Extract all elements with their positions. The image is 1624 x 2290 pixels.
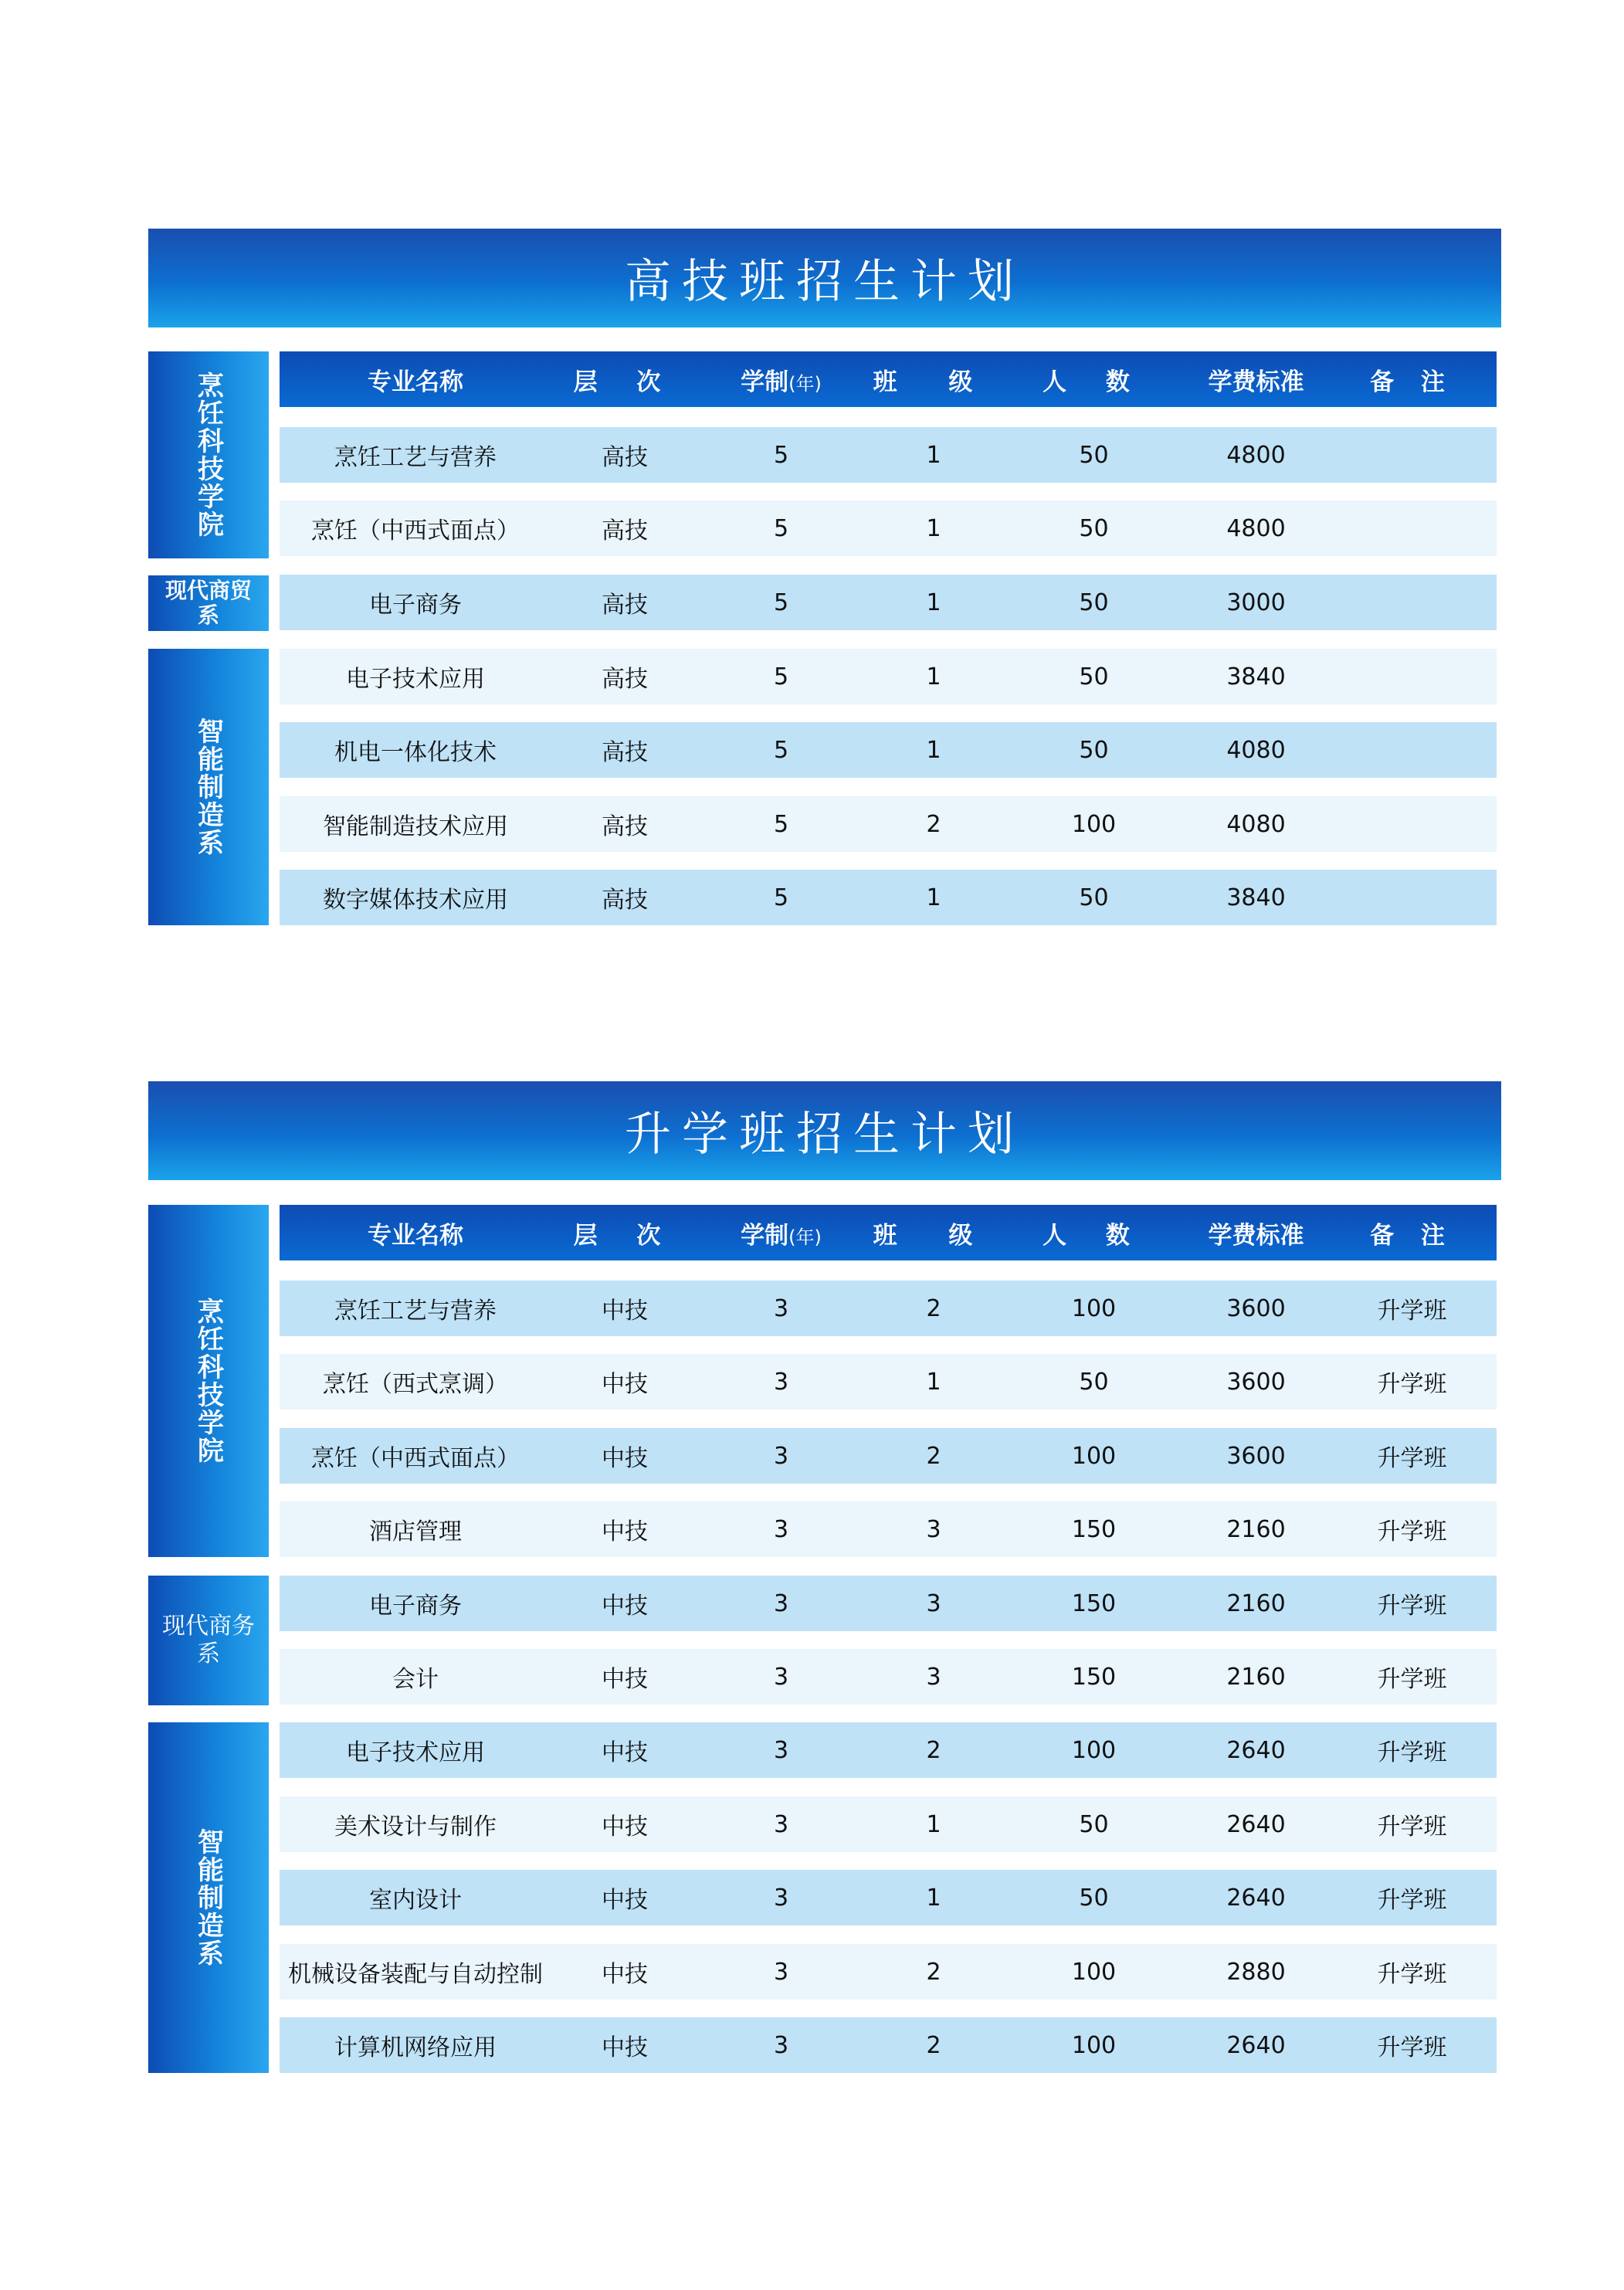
cell-remarks: 升学班	[1377, 1298, 1447, 1325]
cell-duration: 3	[773, 1884, 789, 1912]
cell-tuition: 2160	[1226, 1515, 1286, 1543]
table-row	[280, 870, 1497, 925]
dept-smart-manufacturing	[148, 1722, 269, 2073]
header-level: 层 次	[573, 1221, 676, 1250]
cell-remarks: 升学班	[1377, 1518, 1447, 1545]
cell-classes: 1	[926, 514, 941, 542]
cell-duration: 5	[773, 441, 789, 469]
cell-level: 中技	[602, 1666, 648, 1693]
dept-modern-business	[148, 1576, 269, 1705]
table-row	[280, 1870, 1497, 1925]
cell-major: 智能制造技术应用	[323, 813, 508, 840]
cell-level: 高技	[602, 887, 648, 914]
cell-duration: 3	[773, 1810, 789, 1838]
cell-remarks: 升学班	[1377, 1961, 1447, 1988]
cell-students: 150	[1071, 1515, 1117, 1543]
dept-name: 烹饪科技学院	[192, 1298, 224, 1464]
dept-name: 智能制造系	[192, 1828, 224, 1967]
cell-duration: 5	[773, 589, 789, 616]
cell-major: 烹饪（西式烹调）	[323, 1371, 508, 1398]
cell-major: 机械设备装配与自动控制	[288, 1961, 543, 1988]
cell-level: 中技	[602, 1371, 648, 1398]
cell-duration: 5	[773, 663, 789, 690]
cell-duration: 3	[773, 1442, 789, 1470]
header-classes: 班 级	[873, 368, 995, 396]
cell-tuition: 2160	[1226, 1663, 1286, 1691]
cell-students: 50	[1079, 441, 1109, 469]
table-row	[280, 427, 1497, 483]
cell-level: 高技	[602, 739, 648, 766]
cell-tuition: 3600	[1226, 1442, 1286, 1470]
cell-classes: 1	[926, 663, 941, 690]
cell-major: 电子商务	[369, 592, 462, 619]
cell-students: 50	[1079, 1810, 1109, 1838]
cell-classes: 1	[926, 884, 941, 911]
table-row	[280, 722, 1497, 778]
section1-banner	[148, 229, 1501, 327]
table-row	[280, 1428, 1497, 1484]
cell-major: 美术设计与制作	[334, 1813, 497, 1840]
header-major: 专业名称	[368, 1221, 463, 1250]
cell-tuition: 4080	[1226, 736, 1286, 764]
cell-students: 150	[1071, 1589, 1117, 1617]
cell-tuition: 2160	[1226, 1589, 1286, 1617]
cell-level: 中技	[602, 1887, 648, 1914]
cell-students: 100	[1071, 810, 1117, 838]
cell-duration: 3	[773, 1958, 789, 1986]
cell-major: 数字媒体技术应用	[323, 887, 508, 914]
cell-tuition: 3840	[1226, 663, 1286, 690]
cell-classes: 2	[926, 1958, 941, 1986]
cell-major: 烹饪（中西式面点）	[311, 517, 520, 545]
cell-classes: 3	[926, 1589, 941, 1617]
table-row	[280, 1796, 1497, 1852]
cell-major: 机电一体化技术	[334, 739, 497, 766]
cell-level: 中技	[602, 2034, 648, 2061]
cell-major: 酒店管理	[369, 1518, 462, 1545]
cell-duration: 3	[773, 1736, 789, 1764]
cell-remarks: 升学班	[1377, 1739, 1447, 1766]
cell-remarks: 升学班	[1377, 1371, 1447, 1398]
cell-level: 中技	[602, 1961, 648, 1988]
table-header	[280, 1205, 1497, 1260]
header-remarks: 备 注	[1370, 1221, 1454, 1250]
cell-tuition: 3000	[1226, 589, 1286, 616]
table-row	[280, 1501, 1497, 1557]
cell-students: 150	[1071, 1663, 1117, 1691]
header-remarks: 备 注	[1370, 368, 1454, 396]
cell-students: 50	[1079, 1368, 1109, 1396]
cell-classes: 1	[926, 1884, 941, 1912]
cell-classes: 1	[926, 736, 941, 764]
cell-tuition: 2640	[1226, 1884, 1286, 1912]
dept-modern-trade	[148, 575, 269, 631]
cell-classes: 2	[926, 1736, 941, 1764]
cell-major: 计算机网络应用	[334, 2034, 497, 2061]
table-row	[280, 500, 1497, 556]
table-row	[280, 1576, 1497, 1631]
cell-students: 50	[1079, 589, 1109, 616]
table-row	[280, 2017, 1497, 2073]
cell-level: 中技	[602, 1518, 648, 1545]
cell-major: 烹饪工艺与营养	[334, 444, 497, 471]
cell-level: 中技	[602, 1813, 648, 1840]
cell-classes: 1	[926, 1810, 941, 1838]
dept-cooking-college	[148, 351, 269, 558]
table-row	[280, 1354, 1497, 1410]
cell-duration: 3	[773, 2031, 789, 2059]
cell-level: 中技	[602, 1593, 648, 1620]
cell-tuition: 3840	[1226, 884, 1286, 911]
cell-students: 50	[1079, 1884, 1109, 1912]
dept-smart-manufacturing	[148, 649, 269, 925]
cell-major: 电子商务	[369, 1593, 462, 1620]
cell-duration: 5	[773, 810, 789, 838]
table-row	[280, 1722, 1497, 1778]
cell-classes: 2	[926, 1294, 941, 1322]
cell-tuition: 4080	[1226, 810, 1286, 838]
cell-tuition: 2640	[1226, 2031, 1286, 2059]
cell-students: 100	[1071, 1442, 1117, 1470]
cell-tuition: 2640	[1226, 1736, 1286, 1764]
section2-banner	[148, 1081, 1501, 1180]
cell-major: 会计	[392, 1666, 439, 1693]
cell-duration: 5	[773, 514, 789, 542]
table-row	[280, 649, 1497, 704]
cell-level: 高技	[602, 517, 648, 545]
header-duration: 学制(年)	[741, 1221, 822, 1250]
table-row	[280, 1649, 1497, 1705]
table-header	[280, 351, 1497, 407]
cell-level: 中技	[602, 1298, 648, 1325]
cell-major: 电子技术应用	[346, 666, 485, 693]
header-level: 层 次	[573, 368, 676, 396]
cell-major: 烹饪工艺与营养	[334, 1298, 497, 1325]
cell-classes: 1	[926, 441, 941, 469]
cell-classes: 3	[926, 1515, 941, 1543]
cell-tuition: 2880	[1226, 1958, 1286, 1986]
cell-tuition: 4800	[1226, 441, 1286, 469]
cell-classes: 2	[926, 2031, 941, 2059]
cell-remarks: 升学班	[1377, 2034, 1447, 2061]
dept-name: 现代商务系	[162, 1613, 255, 1667]
cell-students: 50	[1079, 514, 1109, 542]
cell-remarks: 升学班	[1377, 1813, 1447, 1840]
header-duration: 学制(年)	[741, 368, 822, 396]
cell-duration: 5	[773, 736, 789, 764]
cell-students: 50	[1079, 736, 1109, 764]
cell-major: 室内设计	[369, 1887, 462, 1914]
cell-classes: 2	[926, 1442, 941, 1470]
cell-tuition: 3600	[1226, 1294, 1286, 1322]
cell-tuition: 2640	[1226, 1810, 1286, 1838]
cell-classes: 3	[926, 1663, 941, 1691]
cell-classes: 2	[926, 810, 941, 838]
cell-students: 50	[1079, 884, 1109, 911]
cell-students: 100	[1071, 2031, 1117, 2059]
cell-level: 中技	[602, 1445, 648, 1472]
cell-level: 高技	[602, 666, 648, 693]
header-students: 人 数	[1043, 368, 1145, 396]
header-tuition: 学费标准	[1208, 368, 1304, 396]
cell-duration: 3	[773, 1294, 789, 1322]
cell-major: 电子技术应用	[346, 1739, 485, 1766]
section2-title: 升学班招生计划	[625, 1108, 1025, 1162]
dept-cooking-college	[148, 1205, 269, 1557]
dept-name: 智能制造系	[192, 718, 224, 857]
cell-duration: 5	[773, 884, 789, 911]
cell-major: 烹饪（中西式面点）	[311, 1445, 520, 1472]
cell-duration: 3	[773, 1663, 789, 1691]
cell-level: 高技	[602, 592, 648, 619]
table-row	[280, 1281, 1497, 1336]
cell-level: 中技	[602, 1739, 648, 1766]
table-row	[280, 1944, 1497, 2000]
cell-remarks: 升学班	[1377, 1593, 1447, 1620]
table-row	[280, 575, 1497, 630]
section1-title: 高技班招生计划	[625, 255, 1025, 309]
header-tuition: 学费标准	[1208, 1221, 1304, 1250]
cell-level: 高技	[602, 444, 648, 471]
cell-tuition: 4800	[1226, 514, 1286, 542]
cell-students: 100	[1071, 1736, 1117, 1764]
cell-students: 50	[1079, 663, 1109, 690]
cell-duration: 3	[773, 1515, 789, 1543]
table-row	[280, 796, 1497, 852]
cell-classes: 1	[926, 589, 941, 616]
cell-duration: 3	[773, 1368, 789, 1396]
cell-remarks: 升学班	[1377, 1887, 1447, 1914]
cell-students: 100	[1071, 1958, 1117, 1986]
cell-remarks: 升学班	[1377, 1445, 1447, 1472]
dept-name: 烹饪科技学院	[192, 371, 224, 538]
cell-level: 高技	[602, 813, 648, 840]
cell-classes: 1	[926, 1368, 941, 1396]
cell-students: 100	[1071, 1294, 1117, 1322]
dept-name: 现代商贸系	[164, 578, 252, 628]
header-major: 专业名称	[368, 368, 463, 396]
cell-remarks: 升学班	[1377, 1666, 1447, 1693]
cell-duration: 3	[773, 1589, 789, 1617]
header-students: 人 数	[1043, 1221, 1145, 1250]
header-classes: 班 级	[873, 1221, 995, 1250]
cell-tuition: 3600	[1226, 1368, 1286, 1396]
